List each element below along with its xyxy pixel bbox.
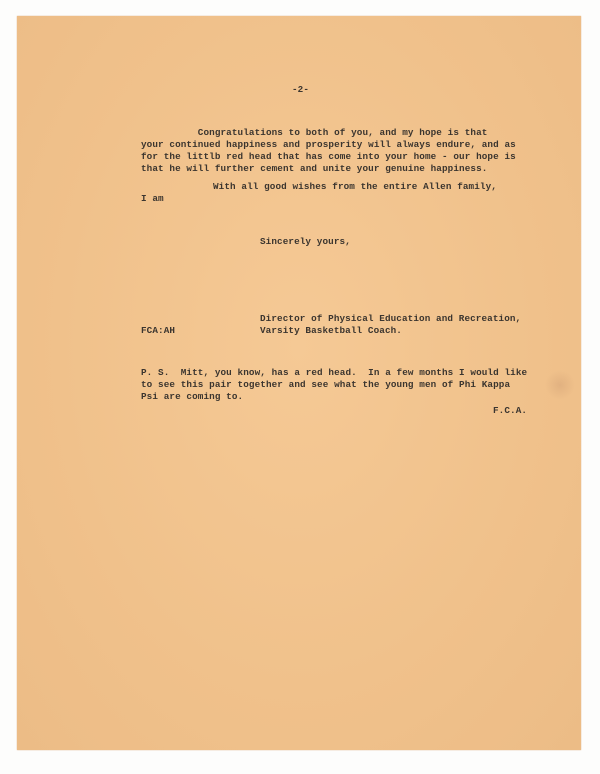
postscript-line: Psi are coming to. [141,391,244,402]
postscript-line: to see this pair together and see what the young men of Phi Kappa [141,379,511,390]
reference-initials: FCA:AH [141,325,176,336]
paragraph-1-line: that he will further cement and unite your genuine happiness. [141,163,488,174]
paragraph-1-line: your continued happiness and prosperity will always endure, and as [141,139,516,150]
page-number: -2- [292,84,310,95]
complimentary-close: Sincerely yours, [260,236,351,247]
signer-title-block [260,313,521,337]
postscript-line: P. S. Mitt, you know, has a red head. In a few months I would like [141,367,528,378]
postscript-initials: F.C.A. [493,405,528,416]
paragraph-1-line: for the littlb red head that has come into your home - our hope is [141,151,516,162]
paragraph-1-line: Congratulations to both of you, and my hope is that [141,127,488,138]
signer-title-line: Director of Physical Education and Recreation, [260,313,522,324]
i-am-line: I am [141,193,164,204]
body-paragraph-1 [141,127,516,175]
postscript [141,367,527,403]
signer-title-line: Varsity Basketball Coach. [260,325,402,336]
body-paragraph-2: With all good wishes from the entire Allen family, [213,181,497,192]
paper-stain [545,370,575,400]
